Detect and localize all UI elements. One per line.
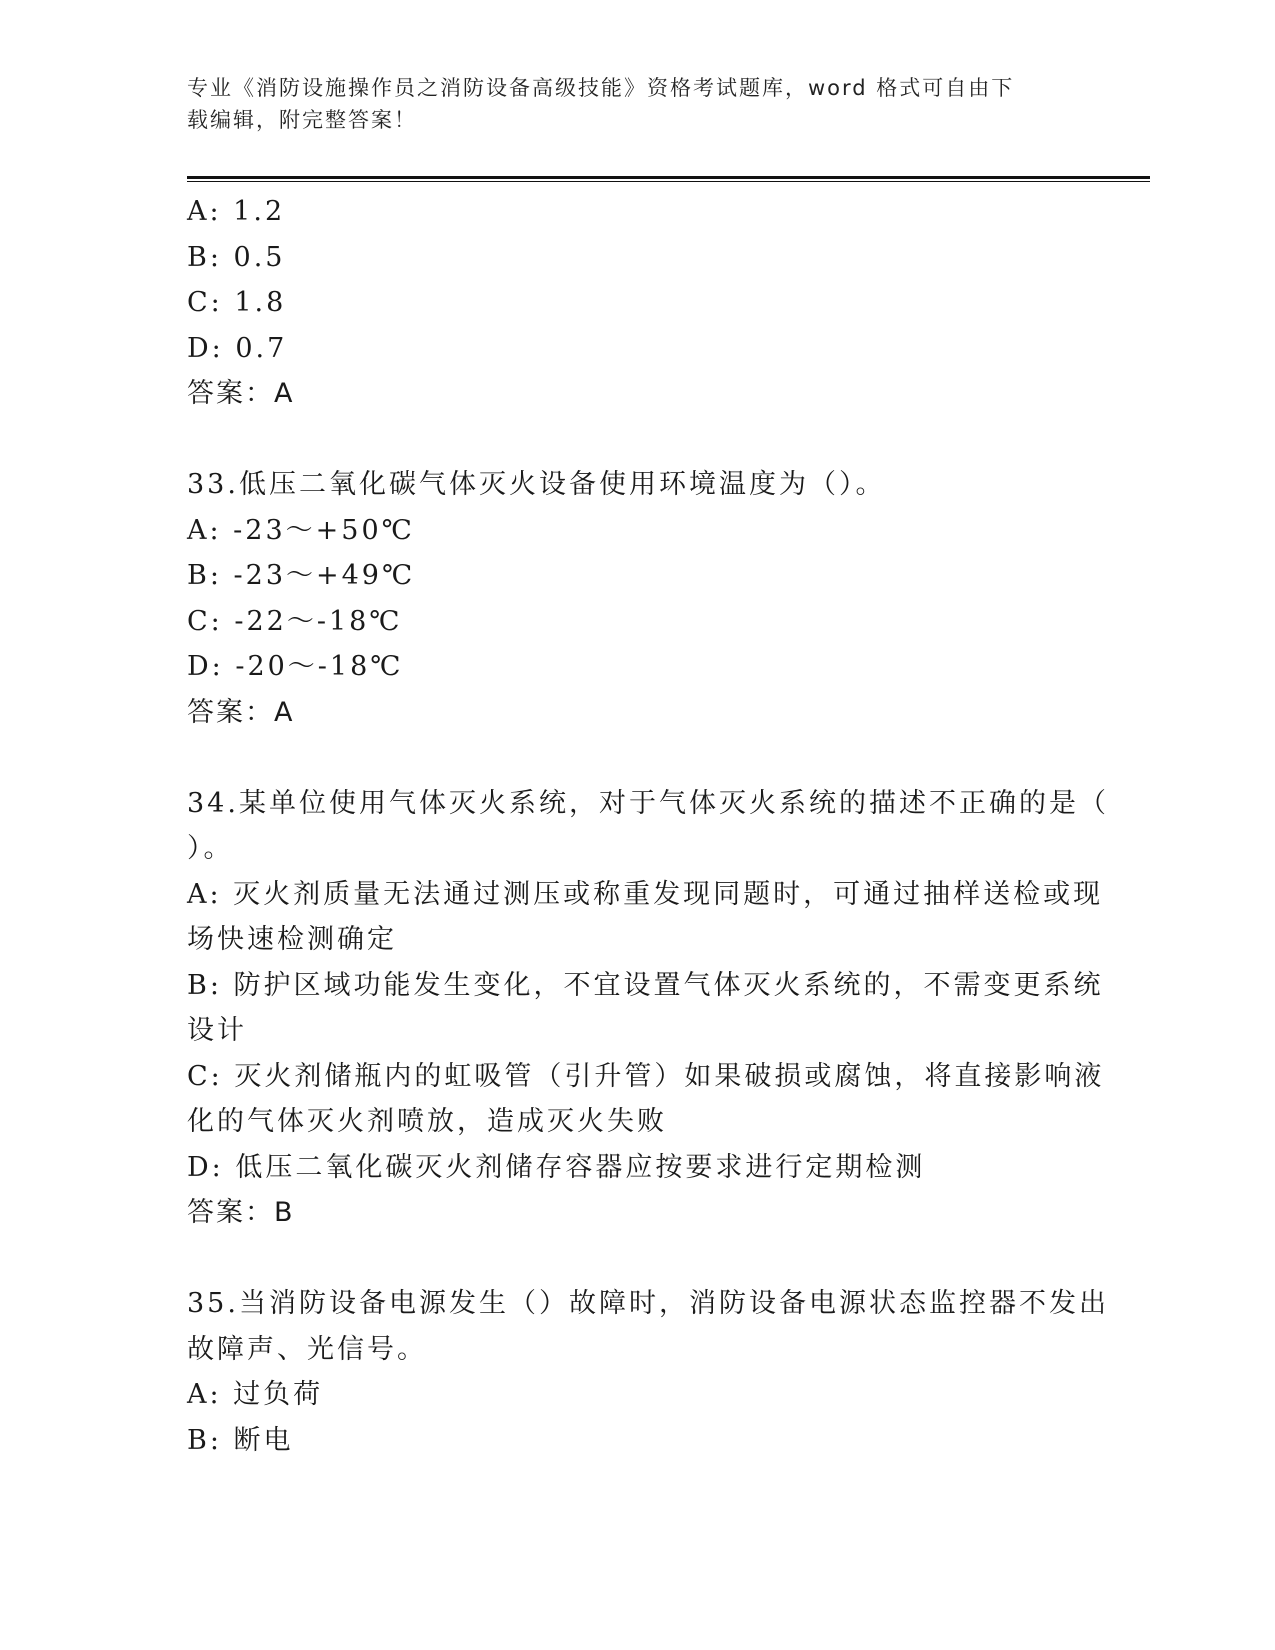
option-b: B: 0.5 xyxy=(187,241,286,273)
answer-label: 答案：A xyxy=(187,378,295,409)
question-34 xyxy=(187,781,1109,1236)
option-a: A: -23～+50℃ xyxy=(187,514,415,546)
question-32 xyxy=(187,189,1087,417)
question-stem-line-1: 35.当消防设备电源发生（）故障时，消防设备电源状态监控器不发出 xyxy=(187,1288,1109,1319)
option-b-line-2: 设计 xyxy=(187,1015,247,1046)
option-c-line-1: C: 灭火剂储瓶内的虹吸管（引升管）如果破损或腐蚀，将直接影响液 xyxy=(187,1060,1105,1092)
question-spacer xyxy=(187,417,1087,463)
question-content xyxy=(187,189,1109,1463)
question-stem-line-2: 故障声、光信号。 xyxy=(187,1333,427,1365)
question-spacer xyxy=(187,735,1087,781)
document-header xyxy=(187,72,1077,136)
option-b-line-1: B: 防护区域功能发生变化，不宜设置气体灭火系统的，不需变更系统 xyxy=(187,969,1104,1001)
option-a: A: 1.2 xyxy=(187,196,286,227)
option-a-line-1: A: 灭火剂质量无法通过测压或称重发现同题时，可通过抽样送检或现 xyxy=(187,878,1104,910)
option-c: C: 1.8 xyxy=(187,287,287,318)
option-a-line-2: 场快速检测确定 xyxy=(187,924,397,955)
option-c-line-2: 化的气体灭火剂喷放，造成灭火失败 xyxy=(187,1106,667,1137)
question-stem-line-2: ）。 xyxy=(187,833,234,864)
option-c: C: -22～-18℃ xyxy=(187,605,403,637)
option-d: D: 低压二氧化碳灭火剂储存容器应按要求进行定期检测 xyxy=(187,1151,926,1183)
header-line-1: 专业《消防设施操作员之消防设备高级技能》资格考试题库，word 格式可自由下 xyxy=(187,76,1015,100)
answer-label: 答案：B xyxy=(187,1197,295,1228)
option-b: B: -23～+49℃ xyxy=(187,560,416,591)
question-stem: 33.低压二氧化碳气体灭火设备使用环境温度为（）。 xyxy=(187,469,886,500)
question-35 xyxy=(187,1281,1109,1463)
header-rule-thin xyxy=(187,181,1150,182)
answer-label: 答案：A xyxy=(187,696,295,728)
option-d: D: 0.7 xyxy=(187,332,288,364)
option-a: A: 过负荷 xyxy=(187,1379,324,1410)
option-b: B: 断电 xyxy=(187,1424,294,1456)
question-33 xyxy=(187,462,1087,735)
option-d: D: -20～-18℃ xyxy=(187,651,404,682)
question-stem-line-1: 34.某单位使用气体灭火系统，对于气体灭火系统的描述不正确的是（ xyxy=(187,787,1109,819)
header-line-2: 载编辑，附完整答案！ xyxy=(187,108,417,132)
question-spacer xyxy=(187,1236,1087,1282)
header-rule-thick xyxy=(187,176,1150,179)
